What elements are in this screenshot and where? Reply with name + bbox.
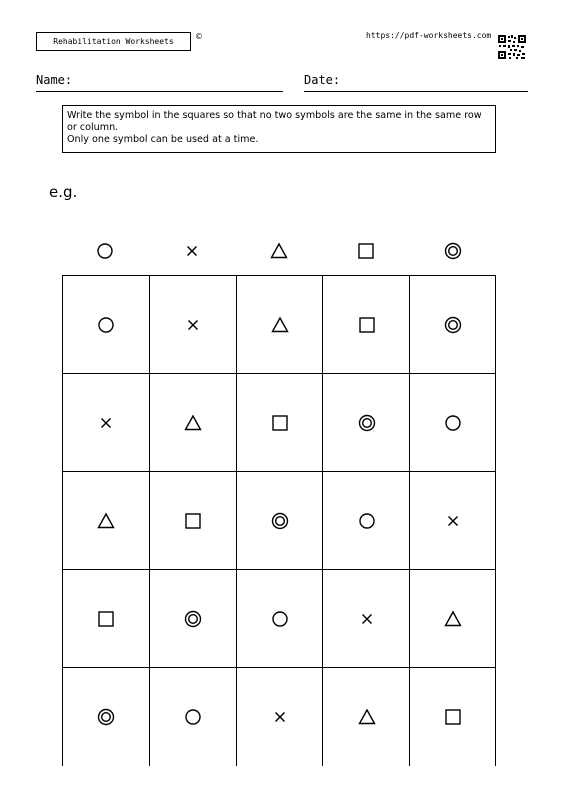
cross-icon [97, 414, 115, 432]
triangle-icon [270, 242, 288, 260]
symbol-legend [62, 236, 496, 266]
grid-cell[interactable] [236, 373, 324, 472]
triangle-icon [444, 610, 462, 628]
worksheet-title-box [36, 32, 191, 51]
grid-cell[interactable] [236, 471, 324, 570]
circle-icon [271, 610, 289, 628]
grid-cell[interactable] [62, 275, 150, 374]
grid-cell[interactable] [149, 373, 237, 472]
grid-cell[interactable] [322, 373, 410, 472]
circle-icon [358, 512, 376, 530]
name-label: Name: [36, 73, 73, 87]
square-icon [444, 708, 462, 726]
circle-icon [96, 242, 114, 260]
grid-cell[interactable] [62, 471, 150, 570]
triangle-icon [97, 512, 115, 530]
grid-cell[interactable] [322, 569, 410, 668]
instruction-line: Only one symbol can be used at a time. [67, 134, 259, 145]
date-field[interactable] [304, 73, 528, 92]
square-icon [97, 610, 115, 628]
date-label: Date: [304, 73, 341, 87]
example-grid [62, 275, 496, 765]
square-icon [184, 512, 202, 530]
grid-cell[interactable] [409, 275, 496, 374]
grid-cell[interactable] [409, 569, 496, 668]
double-circle-icon [184, 610, 202, 628]
grid-cell[interactable] [62, 569, 150, 668]
double-circle-icon [444, 316, 462, 334]
grid-cell[interactable] [236, 569, 324, 668]
worksheet-title: Rehabilitation Worksheets [53, 37, 174, 46]
double-circle-icon [97, 708, 115, 726]
circle-icon [97, 316, 115, 334]
circle-icon [184, 708, 202, 726]
cross-icon [358, 610, 376, 628]
grid-cell[interactable] [322, 667, 410, 766]
square-icon [357, 242, 375, 260]
grid-cell[interactable] [409, 471, 496, 570]
grid-cell[interactable] [62, 667, 150, 766]
grid-cell[interactable] [322, 471, 410, 570]
cross-icon [271, 708, 289, 726]
cross-icon [184, 316, 202, 334]
grid-cell[interactable] [149, 275, 237, 374]
grid-cell[interactable] [149, 569, 237, 668]
site-url: https://pdf-worksheets.com [366, 31, 492, 40]
circle-icon [444, 414, 462, 432]
cross-icon [444, 512, 462, 530]
triangle-icon [184, 414, 202, 432]
grid-cell[interactable] [236, 275, 324, 374]
grid-cell[interactable] [236, 667, 324, 766]
grid-cell[interactable] [149, 471, 237, 570]
grid-cell[interactable] [322, 275, 410, 374]
grid-cell[interactable] [62, 373, 150, 472]
triangle-icon [358, 708, 376, 726]
square-icon [358, 316, 376, 334]
double-circle-icon [444, 242, 462, 260]
double-circle-icon [271, 512, 289, 530]
qr-code-icon [497, 34, 527, 60]
cross-icon [183, 242, 201, 260]
grid-cell[interactable] [409, 373, 496, 472]
copyright-mark: © [195, 32, 203, 41]
grid-cell[interactable] [409, 667, 496, 766]
name-field[interactable] [36, 73, 283, 92]
grid-cell[interactable] [149, 667, 237, 766]
square-icon [271, 414, 289, 432]
triangle-icon [271, 316, 289, 334]
instruction-line: Write the symbol in the squares so that no two symbols are the same in the same row or column. [67, 110, 482, 133]
instructions-box [62, 105, 496, 153]
double-circle-icon [358, 414, 376, 432]
example-label: e.g. [49, 183, 78, 201]
